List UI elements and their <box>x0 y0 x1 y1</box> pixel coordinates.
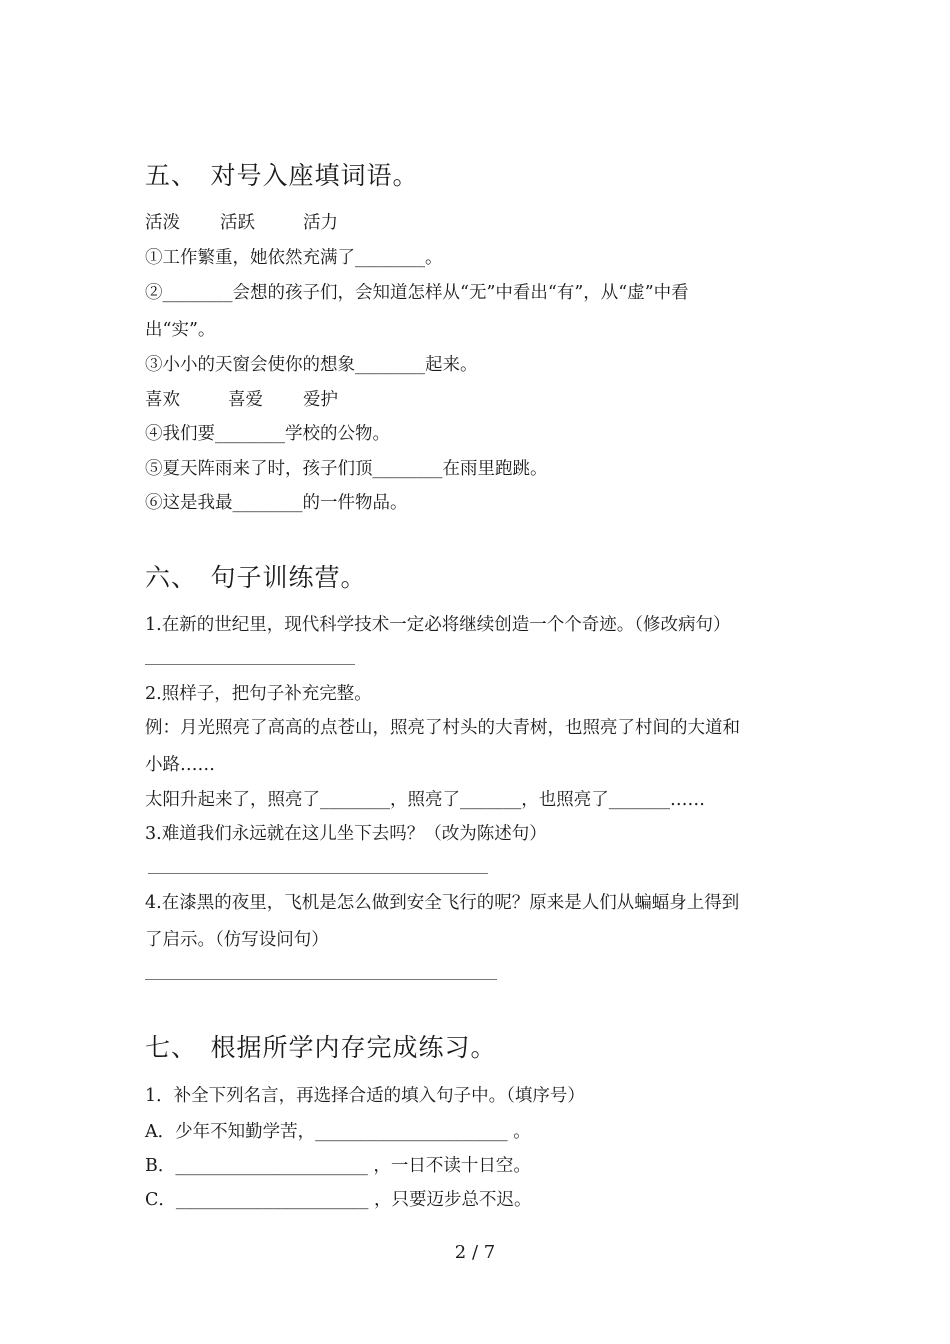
section-5-title: 五、 对号入座填词语。 <box>145 161 419 190</box>
sec5-question-5: ⑤夏天阵雨来了时，孩子们顶________在雨里跑跳。 <box>145 459 548 479</box>
sec7-option-b: B．______________________ ，一日不读十日空。 <box>145 1156 531 1176</box>
word-2: 活跃 <box>220 213 255 233</box>
sec6-question-4-line2: 了启示。（仿写设问句） <box>145 930 329 950</box>
sec6-question-4-line1: 4.在漆黑的夜里，飞机是怎么做到安全飞行的呢？原来是人们从蝙蝠身上得到 <box>145 893 740 913</box>
answer-line-2[interactable] <box>148 873 488 874</box>
sec5-question-1: ①工作繁重，她依然充满了________。 <box>145 248 443 268</box>
sec5-question-4: ④我们要________学校的公物。 <box>145 424 390 444</box>
word-bank-1 <box>145 209 338 234</box>
word-6: 爱护 <box>303 390 338 410</box>
word-bank-2 <box>145 386 338 411</box>
section-7-title: 七、 根据所学内存完成练习。 <box>145 1033 497 1062</box>
sec6-fill-sentence: 太阳升起来了，照亮了________，照亮了_______，也照亮了_______…… <box>145 790 705 810</box>
sec7-option-c: C．______________________ ，只要迈步总不迟。 <box>145 1190 532 1210</box>
sec5-question-3: ③小小的天窗会使你的想象________起来。 <box>145 355 478 375</box>
word-1: 活泼 <box>145 213 180 233</box>
sec6-question-2: 2.照样子，把句子补充完整。 <box>145 684 372 704</box>
sec6-question-1: 1.在新的世纪里，现代科学技术一定必将继续创造一个个奇迹。（修改病句） <box>145 615 731 635</box>
sec5-question-6: ⑥这是我最________的一件物品。 <box>145 493 408 513</box>
word-4: 喜欢 <box>145 390 180 410</box>
sec5-question-2-line2: 出“实”。 <box>145 320 216 340</box>
sec6-example-line2: 小路…… <box>145 755 215 775</box>
answer-line-1[interactable] <box>145 664 355 665</box>
sec7-question-1: 1．补全下列名言，再选择合适的填入句子中。（填序号） <box>145 1086 585 1106</box>
word-5: 喜爱 <box>228 390 263 410</box>
sec5-question-2-line1: ②________会想的孩子们，会知道怎样从“无”中看出“有”，从“虚”中看 <box>145 283 689 303</box>
word-3: 活力 <box>303 213 338 233</box>
section-6-title: 六、 句子训练营。 <box>145 563 367 592</box>
sec7-option-a: A．少年不知勤学苦，______________________ 。 <box>145 1122 531 1142</box>
sec6-question-3: 3.难道我们永远就在这儿坐下去吗？（改为陈述句） <box>145 824 547 844</box>
answer-line-3[interactable] <box>145 979 497 980</box>
page-number: 2 / 7 <box>454 1242 496 1263</box>
sec6-example-line1: 例：月光照亮了高高的点苍山，照亮了村头的大青树，也照亮了村间的大道和 <box>145 718 740 738</box>
